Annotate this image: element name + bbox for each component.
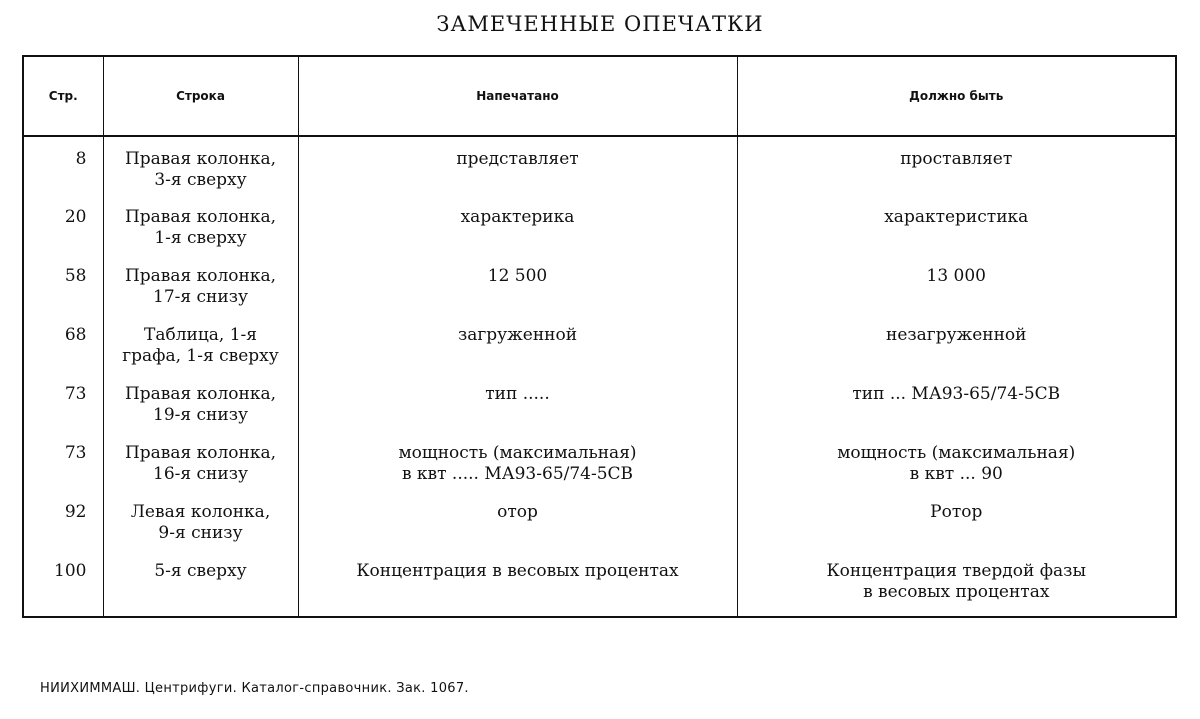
cell-page: 92 bbox=[64, 502, 87, 522]
cell-printed: характерика bbox=[298, 195, 737, 254]
table-row bbox=[23, 372, 1176, 431]
cell-line: Правая колонка, 17-я снизу bbox=[103, 254, 298, 313]
cell-printed: загруженной bbox=[298, 313, 737, 372]
header-printed: Напечатано bbox=[298, 56, 737, 136]
cell-line: Левая колонка, 9-я снизу bbox=[103, 490, 298, 549]
cell-printed: 12 500 bbox=[298, 254, 737, 313]
cell-printed: тип ..... bbox=[298, 372, 737, 431]
table-row bbox=[23, 490, 1176, 549]
errata-table bbox=[22, 55, 1177, 618]
header-correct: Должно быть bbox=[737, 56, 1176, 136]
cell-page: 68 bbox=[64, 325, 87, 345]
table-row bbox=[23, 431, 1176, 490]
table-row bbox=[23, 549, 1176, 617]
cell-line: Правая колонка, 3-я сверху bbox=[103, 136, 298, 195]
cell-correct: Ротор bbox=[737, 490, 1176, 549]
table-row bbox=[23, 136, 1176, 195]
cell-correct: 13 000 bbox=[737, 254, 1176, 313]
cell-printed: мощность (максимальная) в квт ..... МА93-65/74-5СВ bbox=[298, 431, 737, 490]
table-row bbox=[23, 254, 1176, 313]
cell-correct: мощность (максимальная) в квт ... 90 bbox=[737, 431, 1176, 490]
cell-correct: тип ... МА93-65/74-5СВ bbox=[737, 372, 1176, 431]
table-header-row bbox=[23, 56, 1176, 136]
imprint-footer: НИИХИММАШ. Центрифуги. Каталог-справочник. Зак. 1067. bbox=[40, 681, 469, 696]
cell-page: 73 bbox=[64, 443, 87, 463]
page-title: ЗАМЕЧЕННЫЕ ОПЕЧАТКИ bbox=[436, 12, 764, 36]
cell-line: 5-я сверху bbox=[103, 549, 298, 617]
cell-correct: незагруженной bbox=[737, 313, 1176, 372]
header-line: Строка bbox=[103, 56, 298, 136]
cell-printed: Концентрация в весовых процентах bbox=[298, 549, 737, 617]
header-page: Стр. bbox=[23, 56, 103, 136]
cell-correct: проставляет bbox=[737, 136, 1176, 195]
cell-printed: отор bbox=[298, 490, 737, 549]
cell-line: Правая колонка, 1-я сверху bbox=[103, 195, 298, 254]
cell-page: 58 bbox=[64, 266, 87, 286]
cell-printed: представляет bbox=[298, 136, 737, 195]
cell-line: Таблица, 1-я графа, 1-я сверху bbox=[103, 313, 298, 372]
cell-line: Правая колонка, 16-я снизу bbox=[103, 431, 298, 490]
cell-page: 100 bbox=[54, 561, 87, 581]
cell-page: 8 bbox=[75, 149, 87, 169]
table-row bbox=[23, 195, 1176, 254]
cell-correct: Концентрация твердой фазы в весовых процентах bbox=[737, 549, 1176, 617]
cell-correct: характеристика bbox=[737, 195, 1176, 254]
cell-page: 73 bbox=[64, 384, 87, 404]
table-row bbox=[23, 313, 1176, 372]
cell-line: Правая колонка, 19-я снизу bbox=[103, 372, 298, 431]
cell-page: 20 bbox=[64, 207, 87, 227]
